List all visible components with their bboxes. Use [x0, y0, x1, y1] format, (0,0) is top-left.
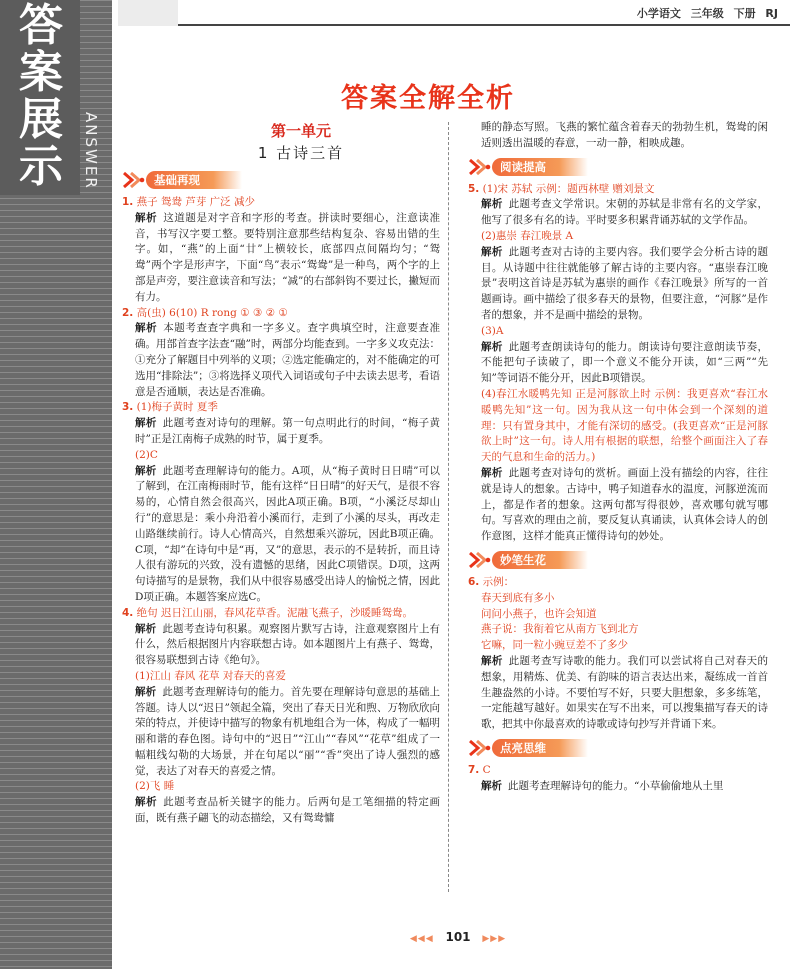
- header-info: [637, 5, 778, 21]
- sidebar-char: 展: [19, 94, 63, 145]
- page-number: 101: [445, 930, 471, 944]
- sidebar-title: [6, 2, 76, 190]
- arrow-icon: [468, 157, 492, 177]
- answer-5-2: (2)惠崇 春江晚景 A: [481, 229, 574, 242]
- right-column: [468, 120, 768, 794]
- left-column: [122, 120, 440, 827]
- header-subject: 小学语文: [636, 7, 681, 20]
- analysis-5-3: 解析 此题考查朗读诗句的能力。朗读诗句要注意朗读节奏，不能把句子读破了，即一个意义不能分开读，如“三两”“先知”等词语不能分开，因此B项错误。: [481, 340, 768, 385]
- answer-5-3: (3)A: [481, 324, 504, 337]
- header-grade: 三年级: [690, 7, 724, 20]
- unit-title: 第一单元: [270, 122, 331, 140]
- section-header: [468, 737, 768, 759]
- answer-4: 4. 绝句 迟日江山丽，春风花草香。泥融飞燕子，沙暖睡鸳鸯。: [122, 606, 413, 619]
- section-header: [122, 169, 440, 191]
- header-rule: [178, 24, 790, 26]
- lesson-title: 1 古诗三首: [257, 144, 345, 162]
- continuation-text: 睡的静态写照。飞燕的繁忙蕴含着春天的勃勃生机，鸳鸯的闲适则透出温暖的春意，一动一静，相映成趣。: [481, 121, 768, 149]
- analysis-4-1: 解析 此题考查理解诗句的能力。首先要在理解诗句意思的基础上答题。诗人以“迟日”领起全篇，突出了春天日光和煦、万物欣欣向荣的特点，并使诗中描写的物象有机地组合为一体，构成了一幅明丽和谐的春色图。诗句中的“迟日”“江山”“春风”“花草”组成了一幅粗线勾勒的大场景，并在句尾以“丽”“香”突出了诗人强烈的感觉，表达了对春天的喜爱之情。: [135, 685, 441, 777]
- arrow-icon: [468, 738, 492, 758]
- answer-5-4: (4)春江水暖鸭先知 正是河豚欲上时 示例：我更喜欢“春江水暖鸭先知”这一句。因为我从这一句中体会到一个深刻的道理：只有置身其中，才能有深切的感受。(我更喜欢“正是河豚欲上时”这一句。诗人用有根据的联想，给整个画面注入了春天的气息和生命的活力。): [481, 387, 768, 464]
- header-edition: RJ: [765, 7, 778, 20]
- section-header: [468, 549, 768, 571]
- answer-1: 1. 燕子 鸳鸯 芦芽 广泛 减少: [122, 196, 255, 208]
- page-footer: [378, 930, 538, 944]
- analysis-6: 解析 此题考查写诗歌的能力。我们可以尝试将自己对春天的想象，用精炼、优美、有韵味的语言表达出来，凝练成一首首生趣盎然的小诗。不要怕写不好，只要大胆想象，多多练笔，一定能越写越好。如果实在写不出来，可以搜集描写春天的诗歌，把其中你最喜欢的诗歌或诗句抄写并背诵下来。: [481, 654, 768, 731]
- analysis-4-2: 解析 此题考查品析关键字的能力。后两句是工笔细描的特定画面，既有燕子翩飞的动态描绘，又有鸳鸯慵: [135, 796, 441, 825]
- analysis-5-4: 解析 此题考查对诗句的赏析。画面上没有描绘的内容，往往就是诗人的想象。古诗中，鸭子知道春水的温度，河豚逆流而上，都是作者的想象。这两句都写得很妙，喜欢哪句就写哪句。写喜欢的理由之前，要反复认真诵读，认真体会诗人的创作意图，这样才能真正懂得诗句的妙处。: [481, 466, 768, 543]
- answer-4-1: (1)江山 春风 花草 对春天的喜爱: [135, 669, 286, 682]
- answer-5-1: 5. (1)宋 苏轼 示例：题西林壁 赠刘景文: [468, 182, 655, 195]
- next-arrows-icon: ▶▶▶: [482, 934, 507, 944]
- section-writing-label: 妙笔生花: [492, 551, 588, 569]
- page-header: [118, 0, 790, 26]
- column-divider: [448, 122, 449, 892]
- poem-line: 它嘛，同一粒小豌豆差不了多少: [481, 639, 628, 652]
- prev-arrows-icon: ◀◀◀: [409, 934, 434, 944]
- section-basic-label: 基础再现: [146, 171, 242, 189]
- answer-6: 6. 示例：: [468, 575, 515, 588]
- sidebar-char: 示: [19, 141, 63, 192]
- analysis-5-1: 解析 此题考查文学常识。宋朝的苏轼是非常有名的文学家，他写了很多有名的诗。平时要多积累背诵苏轼的文学作品。: [481, 198, 768, 227]
- answer-3-2: (2)C: [135, 448, 158, 461]
- answer-7: 7. C: [468, 763, 491, 776]
- page: [118, 0, 790, 969]
- poem-line: 春天到底有多小: [481, 591, 555, 604]
- page-title: 答案全解全析: [341, 83, 515, 114]
- analysis-4: 解析 此题考查诗句积累。观察图片默写古诗，注意观察图片上有什么，然后根据图片内容联想古诗。如本题图片上有燕子、鸳鸯，很容易联想到古诗《绝句》。: [135, 622, 441, 667]
- section-reading-label: 阅读提高: [492, 158, 588, 176]
- analysis-3-2: 解析 此题考查理解诗句的能力。A项，从“梅子黄时日日晴”可以了解到，在江南梅雨时节，能有这样“日日晴”的好天气，是很不容易的，心情自然会很高兴，因此A项正确。B项，“小溪泛尽却山行”的意思是：乘小舟沿着小溪而行，走到了小溪的尽头，再改走山路继续前行。诗人心情高兴，自然想乘兴游玩，因此B项正确。C项，“却”在诗句中是“再，又”的意思，表示的不是转折，而且诗人很有游玩的兴致，没有遗憾的思绪，因此C项错误。D项，这两句诗描写的是景物，我们从中很容易感受出诗人的愉悦之情，因此D项正确。本题答案应选C。: [135, 464, 441, 603]
- answer-2: 2. 高(虫) 6(10) R rong ① ③ ② ①: [122, 306, 288, 319]
- section-thinking-label: 点亮思维: [492, 739, 588, 757]
- section-header: [468, 156, 768, 178]
- analysis-5-2: 解析 此题考查对古诗的主要内容。我们要学会分析古诗的题目。从诗题中往往就能够了解古诗的主要内容。“惠崇春江晚景”表明这首诗是苏轼为惠崇的画作《春江晚景》所写的一首题画诗。画中描绘了很多春天的景物，但要注意，“河豚”是作者的想象，并不是画中描绘的景物。: [481, 245, 768, 321]
- header-term: 下册: [733, 7, 756, 20]
- answer-4-2: (2)飞 睡: [135, 780, 175, 793]
- arrow-icon: [122, 170, 146, 190]
- analysis-3-1: 解析 此题考查对诗句的理解。第一句点明此行的时间，“梅子黄时”正是江南梅子成熟的时节，属于夏季。: [135, 417, 440, 445]
- header-tab: [118, 0, 178, 26]
- analysis-2: 解析 本题考查查字典和一字多义。查字典填空时，注意要查准确。用部首查字法查“融”时，两部分均能查到。一字多义攻克法：①充分了解题目中列举的义项；②选定能确定的，对不能确定的可选用“排除法”；③将选择义项代入词语或句子中去读去思考，看语意是否通顺，表达是否准确。: [135, 322, 441, 398]
- sidebar-char: 答: [19, 0, 63, 51]
- answer-3-1: 3. (1)梅子黄时 夏季: [122, 401, 218, 414]
- arrow-icon: [468, 550, 492, 570]
- sidebar-char: 案: [19, 47, 63, 98]
- poem-line: 燕子说：我衔着它从南方飞到北方: [481, 623, 639, 636]
- poem-line: 问问小燕子，也许会知道: [481, 607, 597, 620]
- sidebar-english: ANSWER: [82, 112, 100, 190]
- analysis-7: 解析 此题考查理解诗句的能力。“小草偷偷地从土里: [481, 779, 724, 792]
- analysis-1: 解析 这道题是对字音和字形的考查。拼读时要细心，注意读准音，书写汉字要工整。要特别注意那些结构复杂、容易出错的生字。如，“燕”的上面“廿”上横较长，底部四点间隔均匀；“鸳鸯”两个字是形声字，下面“鸟”表示“鸳鸯”是一种鸟，两个字的上部是声旁，要注意读音和写法；“减”的右部斜钩不要过长，撇短而有力。: [135, 211, 441, 303]
